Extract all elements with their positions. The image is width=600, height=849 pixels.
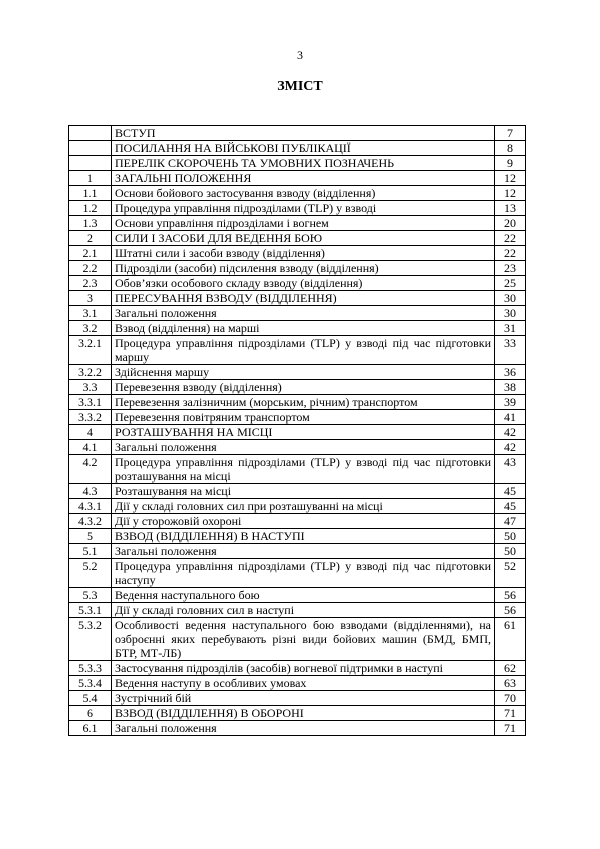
toc-row-title: Загальні положення [112,544,495,559]
toc-row-title: Дії у складі головних сил при розташуванні на місці [112,499,495,514]
toc-row-page: 45 [495,499,526,514]
toc-row [69,410,526,425]
toc-body [69,126,526,736]
toc-row-page: 42 [495,425,526,440]
toc-row-page: 20 [495,216,526,231]
toc-row-number: 3.3.1 [69,395,112,410]
toc-row [69,365,526,380]
toc-row-page: 56 [495,603,526,618]
toc-row [69,514,526,529]
toc-row-number [69,126,112,141]
toc-title: ЗМІСТ [277,79,323,94]
toc-row-number: 1 [69,171,112,186]
toc-row-title: Загальні положення [112,440,495,455]
toc-row [69,141,526,156]
toc-row [69,276,526,291]
toc-row-number: 3.3 [69,380,112,395]
toc-row-page: 45 [495,484,526,499]
toc-row-number [69,156,112,171]
toc-row-number [69,141,112,156]
toc-row-page: 13 [495,201,526,216]
toc-row [69,261,526,276]
toc-row-title: Взвод (відділення) на марші [112,321,495,336]
toc-row [69,559,526,588]
toc-row [69,291,526,306]
toc-row-number: 4.3.2 [69,514,112,529]
toc-row-number: 5.3 [69,588,112,603]
toc-row-number: 4.1 [69,440,112,455]
toc-row-title: Зустрічний бій [112,691,495,706]
toc-row-page: 12 [495,186,526,201]
toc-row-page: 71 [495,721,526,736]
toc-row-page: 42 [495,440,526,455]
toc-row-title: Процедура управління підрозділами (TLP) у взводі під час підготовки розташування на місці [112,455,495,484]
toc-row-number: 5.3.2 [69,618,112,661]
toc-row-title: ПОСИЛАННЯ НА ВІЙСЬКОВІ ПУБЛІКАЦІЇ [112,141,495,156]
toc-row-title: Дії у складі головних сил в наступі [112,603,495,618]
toc-row-number: 6 [69,706,112,721]
toc-row [69,588,526,603]
toc-row-number: 4.3.1 [69,499,112,514]
toc-row-page: 25 [495,276,526,291]
toc-row-page: 33 [495,336,526,365]
toc-row-page: 9 [495,156,526,171]
toc-row [69,156,526,171]
toc-row-number: 3.2.2 [69,365,112,380]
toc-row-title: Процедура управління підрозділами (TLP) у взводі під час підготовки маршу [112,336,495,365]
toc-row-number: 5 [69,529,112,544]
toc-row-title: Загальні положення [112,721,495,736]
toc-row-number: 1.2 [69,201,112,216]
toc-row-title: ВЗВОД (ВІДДІЛЕННЯ) В НАСТУПІ [112,529,495,544]
toc-row [69,676,526,691]
toc-row-number: 6.1 [69,721,112,736]
toc-row-page: 22 [495,246,526,261]
toc-row-title: Перевезення взводу (відділення) [112,380,495,395]
toc-row-page: 50 [495,544,526,559]
toc-row-title: Процедура управління підрозділами (TLP) у взводі під час підготовки наступу [112,559,495,588]
toc-row [69,499,526,514]
toc-row-title: Перевезення повітряним транспортом [112,410,495,425]
toc-row-number: 3 [69,291,112,306]
toc-row-page: 71 [495,706,526,721]
toc-row-title: Ведення наступального бою [112,588,495,603]
toc-row-page: 22 [495,231,526,246]
toc-row-number: 4 [69,425,112,440]
toc-row [69,231,526,246]
toc-row [69,618,526,661]
toc-row-number: 5.1 [69,544,112,559]
toc-row-number: 3.3.2 [69,410,112,425]
toc-row-number: 2.1 [69,246,112,261]
toc-row [69,395,526,410]
page-number: 3 [297,48,303,62]
toc-row-page: 52 [495,559,526,588]
toc-row-title: Розташування на місці [112,484,495,499]
toc-row-page: 56 [495,588,526,603]
toc-row-page: 30 [495,306,526,321]
toc-row-title: Основи управління підрозділами і вогнем [112,216,495,231]
toc-row-number: 5.3.4 [69,676,112,691]
toc-row-page: 62 [495,661,526,676]
toc-row [69,380,526,395]
toc-row [69,321,526,336]
toc-row-page: 61 [495,618,526,661]
toc-row-page: 47 [495,514,526,529]
toc-row-number: 1.1 [69,186,112,201]
toc-row [69,691,526,706]
toc-row-title: Застосування підрозділів (засобів) вогневої підтримки в наступі [112,661,495,676]
toc-row-title: РОЗТАШУВАННЯ НА МІСЦІ [112,425,495,440]
toc-row-number: 2.3 [69,276,112,291]
toc-row [69,425,526,440]
toc-row-page: 12 [495,171,526,186]
toc-row-number: 3.1 [69,306,112,321]
toc-row-page: 38 [495,380,526,395]
toc-row [69,440,526,455]
toc-row-page: 50 [495,529,526,544]
toc-row [69,126,526,141]
toc-row-page: 7 [495,126,526,141]
toc-row-page: 30 [495,291,526,306]
toc-row-title: Процедура управління підрозділами (TLP) у взводі [112,201,495,216]
toc-row-page: 70 [495,691,526,706]
toc-row [69,484,526,499]
toc-row [69,706,526,721]
toc-row [69,306,526,321]
toc-row-title: Особливості ведення наступального бою взводами (відділеннями), на озброєнні яких перебувають різні види бойових машин (БМД, БМП, БТР, МТ-ЛБ) [112,618,495,661]
toc-row-title: СИЛИ І ЗАСОБИ ДЛЯ ВЕДЕННЯ БОЮ [112,231,495,246]
toc-row-page: 23 [495,261,526,276]
toc-row-title: ВСТУП [112,126,495,141]
toc-row-title: ЗАГАЛЬНІ ПОЛОЖЕННЯ [112,171,495,186]
toc-row-title: ПЕРЕЛІК СКОРОЧЕНЬ ТА УМОВНИХ ПОЗНАЧЕНЬ [112,156,495,171]
toc-row-title: Дії у сторожовій охороні [112,514,495,529]
toc-row [69,216,526,231]
toc-row [69,455,526,484]
toc-row-page: 63 [495,676,526,691]
toc-row-title: Ведення наступу в особливих умовах [112,676,495,691]
toc-row [69,336,526,365]
toc-row-number: 2 [69,231,112,246]
toc-table [68,125,526,736]
toc-row [69,661,526,676]
toc-row-page: 41 [495,410,526,425]
toc-row-number: 5.3.1 [69,603,112,618]
toc-row-title: Штатні сили і засоби взводу (відділення) [112,246,495,261]
toc-row-page: 31 [495,321,526,336]
toc-row [69,529,526,544]
toc-row [69,171,526,186]
toc-row [69,201,526,216]
toc-row-number: 3.2.1 [69,336,112,365]
toc-row-page: 8 [495,141,526,156]
toc-row-title: Перевезення залізничним (морським, річним) транспортом [112,395,495,410]
toc-row [69,603,526,618]
toc-row-number: 2.2 [69,261,112,276]
toc-row-title: Підрозділи (засоби) підсилення взводу (відділення) [112,261,495,276]
toc-row-title: ВЗВОД (ВІДДІЛЕННЯ) В ОБОРОНІ [112,706,495,721]
toc-row [69,721,526,736]
toc-row [69,246,526,261]
toc-row-number: 5.4 [69,691,112,706]
toc-row-title: Загальні положення [112,306,495,321]
toc-row-number: 5.2 [69,559,112,588]
toc-row-page: 39 [495,395,526,410]
toc-row-page: 36 [495,365,526,380]
toc-row-title: Здійснення маршу [112,365,495,380]
toc-row-number: 4.3 [69,484,112,499]
toc-row-title: ПЕРЕСУВАННЯ ВЗВОДУ (ВІДДІЛЕННЯ) [112,291,495,306]
toc-row-number: 5.3.3 [69,661,112,676]
toc-row-number: 3.2 [69,321,112,336]
toc-row-title: Обов’язки особового складу взводу (відділення) [112,276,495,291]
toc-row-number: 4.2 [69,455,112,484]
toc-row [69,186,526,201]
toc-row [69,544,526,559]
toc-row-title: Основи бойового застосування взводу (відділення) [112,186,495,201]
toc-row-page: 43 [495,455,526,484]
toc-row-number: 1.3 [69,216,112,231]
